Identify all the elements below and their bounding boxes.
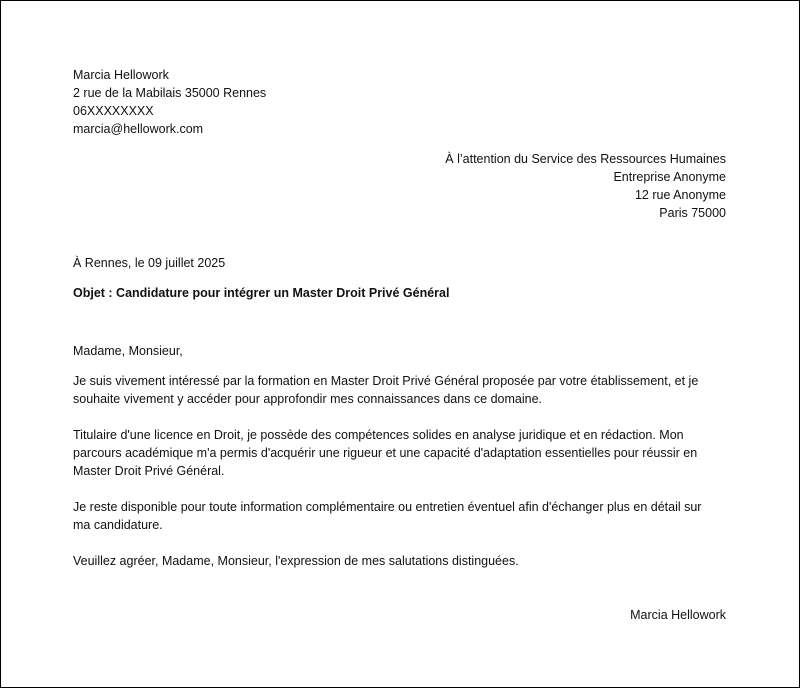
sender-email: marcia@hellowork.com: [73, 122, 204, 136]
sender-name: Marcia Hellowork: [73, 68, 169, 82]
closing-paragraph: [73, 552, 733, 570]
paragraph-line: Master Droit Privé Général.: [73, 464, 225, 478]
recipient-city: Paris 75000: [659, 206, 726, 220]
paragraph-line: Veuillez agréer, Madame, Monsieur, l'expression de mes salutations distinguées.: [73, 554, 519, 568]
sender-phone: 06XXXXXXXX: [73, 104, 154, 118]
body-paragraph-3: [73, 498, 733, 534]
sender-address: 2 rue de la Mabilais 35000 Rennes: [73, 86, 267, 100]
recipient-attention: À l’attention du Service des Ressources Humaines: [445, 152, 726, 166]
paragraph-line: souhaite vivement y accéder pour approfondir mes connaissances dans ce domaine.: [73, 392, 543, 406]
paragraph-line: parcours académique m'a permis d'acquérir une rigueur et une capacité d'adaptation essentielles pour réussir en: [73, 446, 698, 460]
body-paragraph-1: [73, 372, 733, 408]
paragraph-line: Titulaire d'une licence en Droit, je possède des compétences solides en analyse juridique et en rédaction. Mon: [73, 428, 684, 442]
place-date: À Rennes, le 09 juillet 2025: [73, 256, 226, 270]
recipient-company: Entreprise Anonyme: [613, 170, 726, 184]
recipient-street: 12 rue Anonyme: [634, 188, 726, 202]
body-paragraph-2: [73, 426, 733, 480]
paragraph-line: Je suis vivement intéressé par la formation en Master Droit Privé Général proposée par votre établissement, et je: [73, 374, 699, 388]
paragraph-line: Je reste disponible pour toute information complémentaire ou entretien éventuel afin d'échanger plus en détail sur: [73, 500, 702, 514]
paragraph-line: ma candidature.: [73, 518, 163, 532]
salutation: Madame, Monsieur,: [73, 344, 183, 358]
subject-line: Objet : Candidature pour intégrer un Master Droit Privé Général: [73, 286, 450, 300]
signature: Marcia Hellowork: [630, 608, 726, 622]
